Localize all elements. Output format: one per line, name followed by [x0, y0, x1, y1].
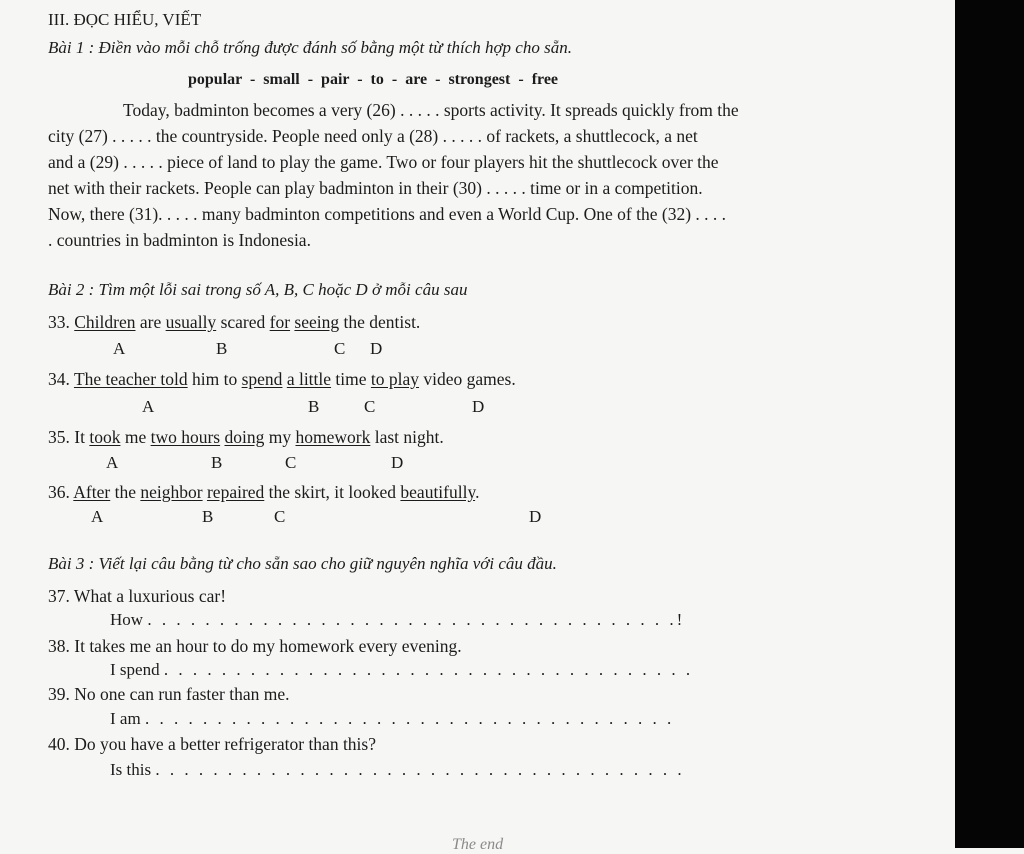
- q36-letter-a: A: [91, 507, 104, 526]
- q35-letter-d: D: [391, 453, 404, 472]
- section-title: III. ĐỌC HIỂU, VIẾT: [48, 10, 202, 29]
- q33-option-c: for: [269, 312, 291, 332]
- passage-line: and a (29) . . . . . piece of land to play the game. Two or four players hit the shuttlecock over the: [48, 152, 719, 172]
- passage-line: . countries in badminton is Indonesia.: [48, 230, 311, 250]
- question-35: 35. It took me two hours doing my homework last night.: [48, 427, 444, 447]
- q40-answer-line: Is this . . . . . . . . . . . . . . . . . . . . . . . . . . . . . . . . . . . . .: [110, 760, 685, 779]
- q35-option-a: took: [89, 427, 121, 447]
- q34-letter-d: D: [472, 397, 485, 416]
- q37-answer-blank[interactable]: . . . . . . . . . . . . . . . . . . . . . . . . . . . . . . . . . . . . .: [147, 610, 677, 629]
- q33-letter-c: C: [334, 339, 346, 358]
- q36-option-d: beautifully: [400, 482, 476, 502]
- question-37: 37. What a luxurious car!: [48, 586, 227, 606]
- q35-letter-b: B: [211, 453, 223, 472]
- q37-answer-line: How . . . . . . . . . . . . . . . . . . . . . . . . . . . . . . . . . . . . .!: [110, 610, 683, 629]
- q39-answer-line: I am . . . . . . . . . . . . . . . . . . . . . . . . . . . . . . . . . . . . .: [110, 709, 675, 728]
- q36-letter-b: B: [202, 507, 214, 526]
- bai1-instruction: Bài 1 : Điền vào mỗi chỗ trống được đánh số bằng một từ thích hợp cho sẵn.: [48, 38, 572, 57]
- word-bank: popular - small - pair - to - are - strongest - free: [188, 71, 559, 88]
- bai1-passage: [48, 97, 924, 253]
- bai3-instruction: Bài 3 : Viết lại câu bằng từ cho sẵn sao cho giữ nguyên nghĩa với câu đầu.: [48, 554, 557, 573]
- q33-letter-b: B: [216, 339, 228, 358]
- q34-option-c: a little: [286, 369, 332, 389]
- footer-the-end: The end: [452, 836, 504, 853]
- q36-option-a: After: [73, 482, 111, 502]
- question-34: 34. The teacher told him to spend a little time to play video games.: [48, 369, 516, 389]
- q39-answer-blank[interactable]: . . . . . . . . . . . . . . . . . . . . . . . . . . . . . . . . . . . . .: [144, 709, 675, 728]
- q35-letter-c: C: [285, 453, 297, 472]
- q33-option-a: Children: [74, 312, 136, 332]
- q33-option-d: seeing: [294, 312, 340, 332]
- q34-letter-c: C: [364, 397, 376, 416]
- passage-line: net with their rackets. People can play badminton in their (30) . . . . . time or in a competition.: [48, 178, 703, 198]
- q34-letter-b: B: [308, 397, 320, 416]
- question-36: 36. After the neighbor repaired the skirt, it looked beautifully.: [48, 482, 480, 502]
- passage-line: Today, badminton becomes a very (26) . . . . . sports activity. It spreads quickly from the: [123, 100, 739, 120]
- q35-letter-a: A: [106, 453, 119, 472]
- black-edge: [955, 0, 1024, 848]
- q36-letter-c: C: [274, 507, 286, 526]
- passage-line: city (27) . . . . . the countryside. People need only a (28) . . . . . of rackets, a shuttlecock, a net: [48, 126, 698, 146]
- q36-option-c: repaired: [206, 482, 265, 502]
- q36-option-b: neighbor: [140, 482, 203, 502]
- q34-option-d: to play: [370, 369, 420, 389]
- q33-option-b: usually: [165, 312, 217, 332]
- q38-answer-line: I spend . . . . . . . . . . . . . . . . . . . . . . . . . . . . . . . . . . . . .: [110, 660, 694, 679]
- q35-option-d: homework: [295, 427, 371, 447]
- q35-option-b: two hours: [150, 427, 221, 447]
- question-38: 38. It takes me an hour to do my homework every evening.: [48, 636, 462, 656]
- q40-answer-blank[interactable]: . . . . . . . . . . . . . . . . . . . . . . . . . . . . . . . . . . . . .: [155, 760, 685, 779]
- q38-answer-blank[interactable]: . . . . . . . . . . . . . . . . . . . . . . . . . . . . . . . . . . . . .: [163, 660, 694, 679]
- q34-option-a: The teacher told: [73, 369, 188, 389]
- question-39: 39. No one can run faster than me.: [48, 684, 290, 704]
- q33-letter-d: D: [370, 339, 383, 358]
- passage-line: Now, there (31). . . . . many badminton competitions and even a World Cup. One of the (32) . . . .: [48, 204, 727, 224]
- question-40: 40. Do you have a better refrigerator than this?: [48, 734, 376, 754]
- question-33: 33. Children are usually scared for seeing the dentist.: [48, 312, 421, 332]
- bai2-instruction: Bài 2 : Tìm một lỗi sai trong số A, B, C hoặc D ở mỗi câu sau: [48, 280, 468, 299]
- q34-option-b: spend: [241, 369, 283, 389]
- q35-option-c: doing: [224, 427, 265, 447]
- q33-letter-a: A: [113, 339, 126, 358]
- q36-letter-d: D: [529, 507, 542, 526]
- q34-letter-a: A: [142, 397, 155, 416]
